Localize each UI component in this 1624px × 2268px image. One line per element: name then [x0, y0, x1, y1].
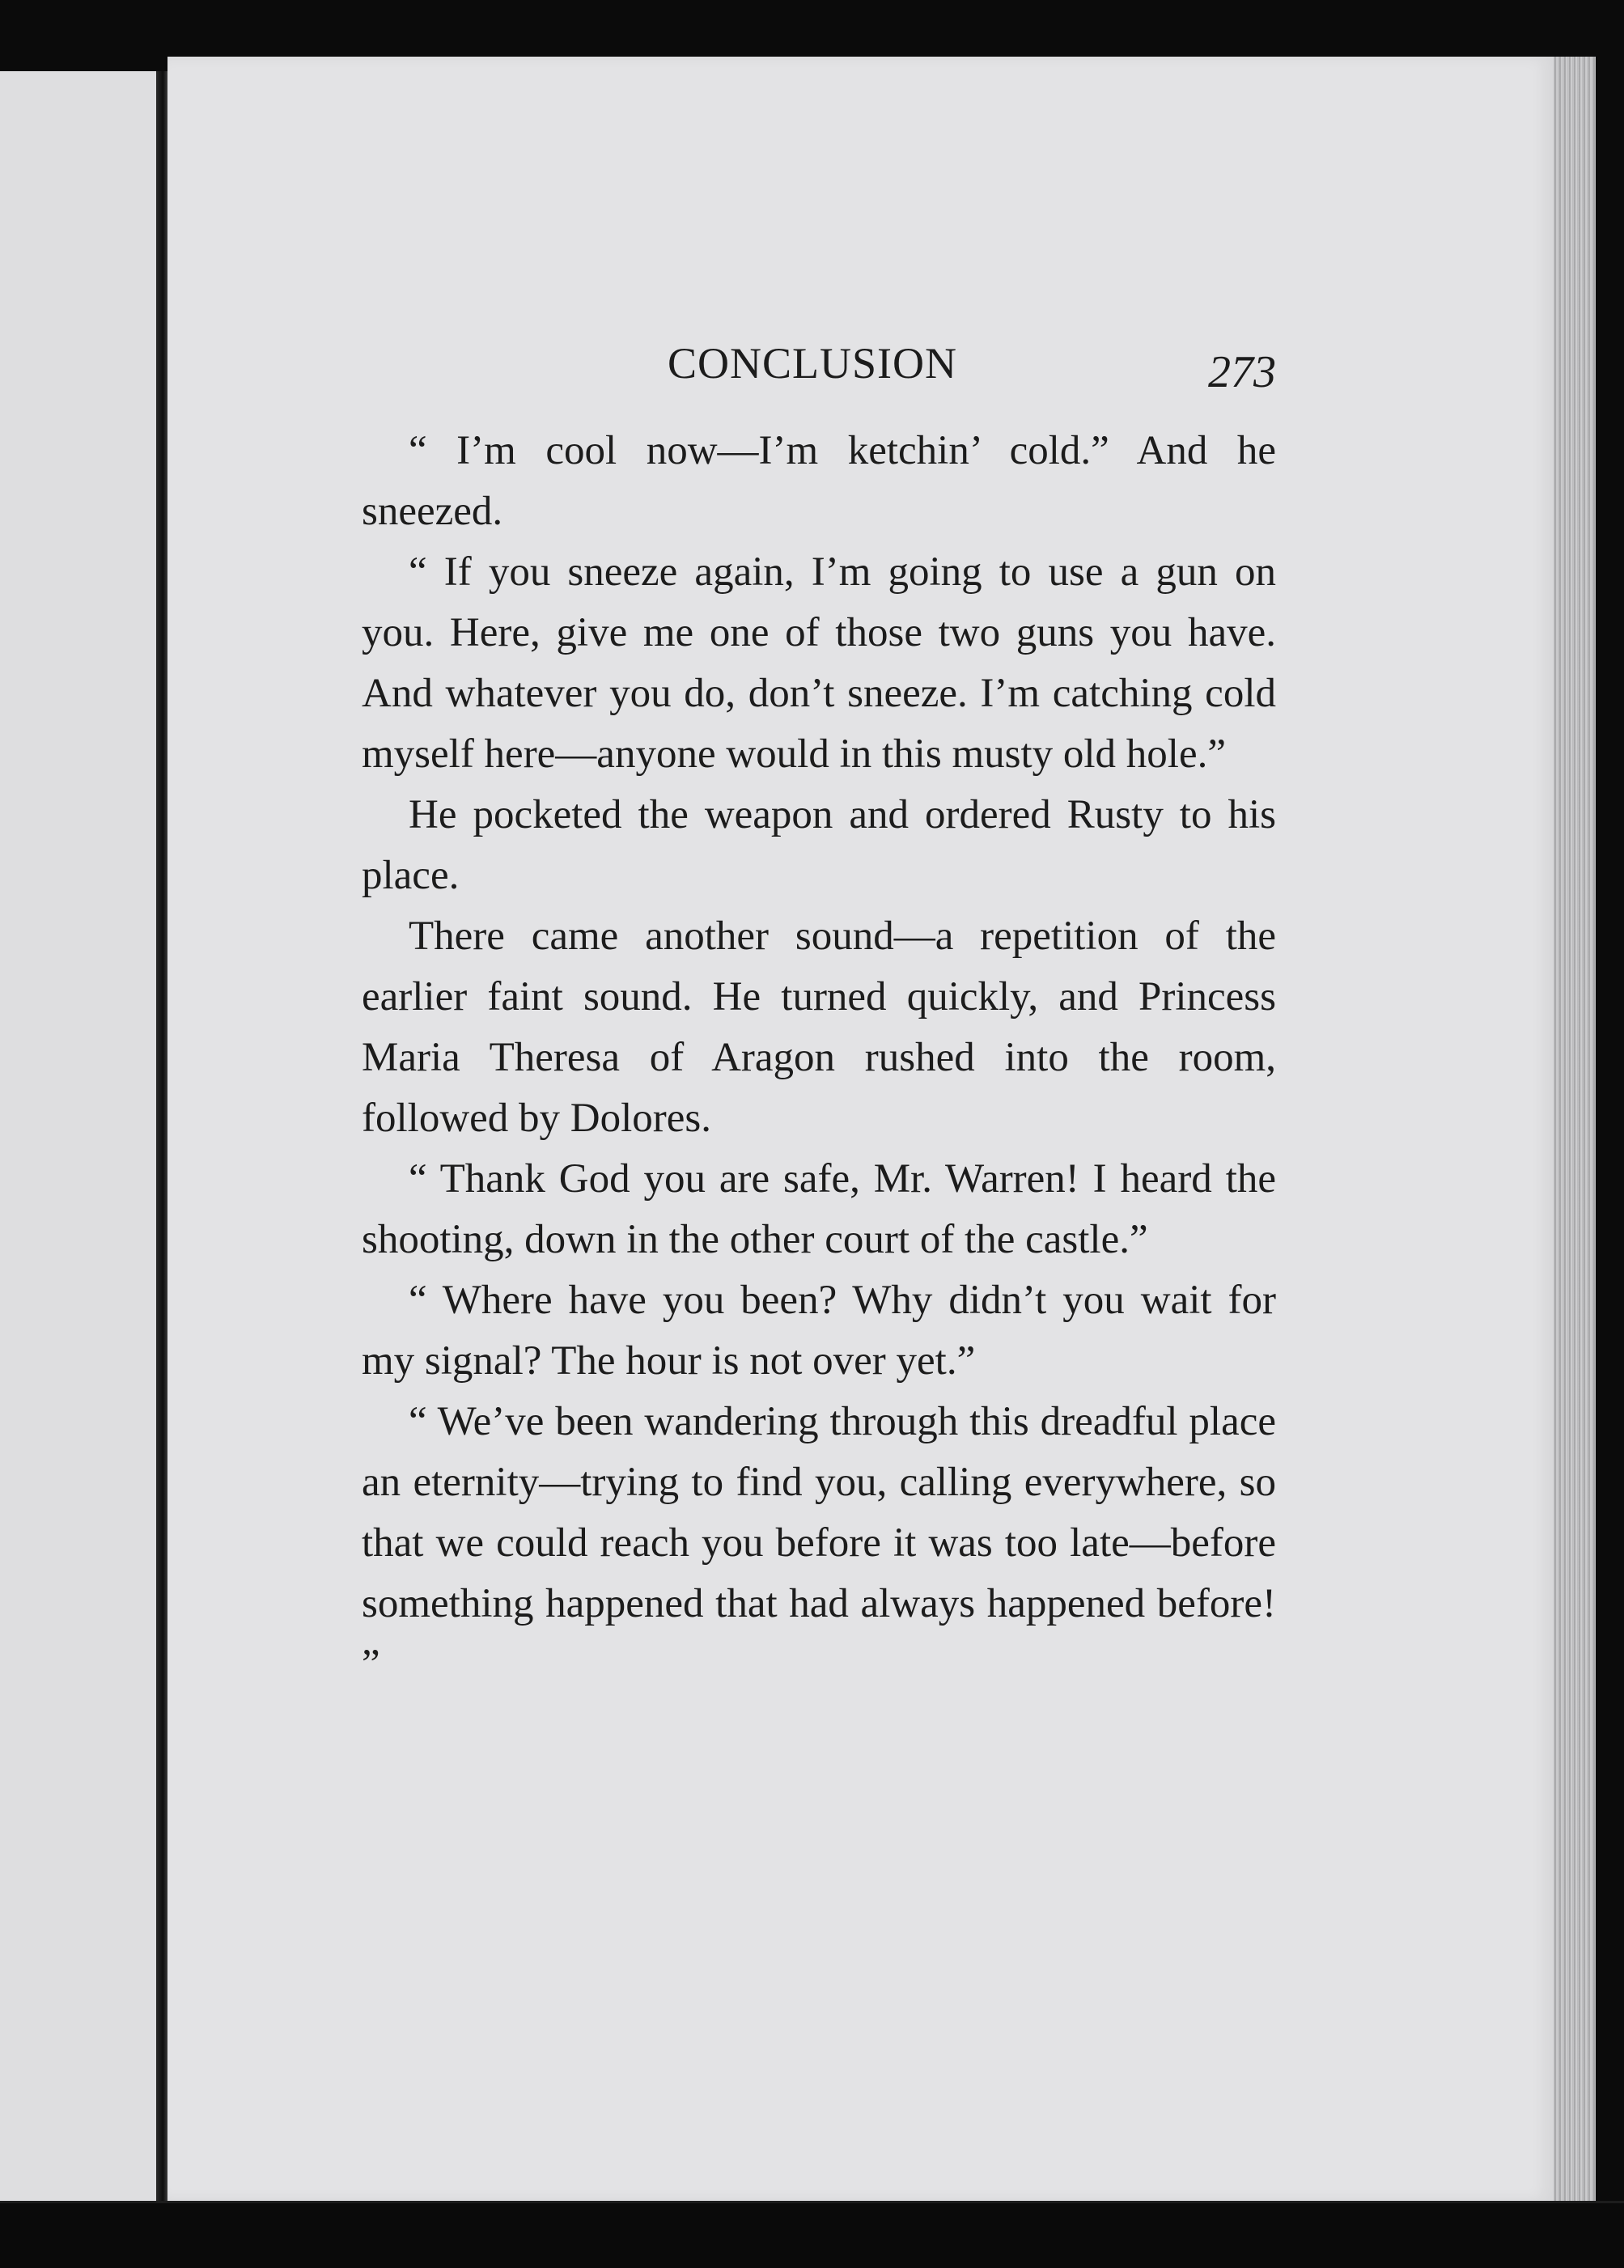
paragraph: “ If you sneeze again, I’m going to use a gun on you. Here, give me one of those two guns you have. And whatever you do, don’t sneeze. I’m catching cold myself here—anyone would in this musty old hole.”: [362, 549, 1276, 777]
paragraph: “ Where have you been? Why didn’t you wait for my signal? The hour is not over yet.”: [362, 1278, 1276, 1384]
body-text: [362, 421, 1276, 1695]
page-stack-edge: [1554, 57, 1596, 2201]
paragraph: “ We’ve been wandering through this dreadful place an eternity—trying to find you, calling everywhere, so that we could reach you before it was too late—before something happened that had always happened before! ”: [362, 1399, 1276, 1687]
paragraph: There came another sound—a repetition of the earlier faint sound. He turned quickly, and Princess Maria Theresa of Aragon rushed into the room, followed by Dolores.: [362, 914, 1276, 1141]
paragraph: “ Thank God you are safe, Mr. Warren! I heard the shooting, down in the other court of the castle.”: [362, 1156, 1276, 1262]
page-number: 273: [1208, 347, 1276, 397]
running-head: CONCLUSION: [668, 339, 958, 388]
scan-border: [0, 2201, 1624, 2268]
page-header: [362, 332, 1276, 396]
paragraph: “ I’m cool now—I’m ketchin’ cold.” And he sneezed.: [362, 428, 1276, 534]
paragraph: He pocketed the weapon and ordered Rusty to his place.: [362, 792, 1276, 898]
book-gutter: [156, 71, 167, 2201]
facing-page-edge: [0, 71, 166, 2201]
